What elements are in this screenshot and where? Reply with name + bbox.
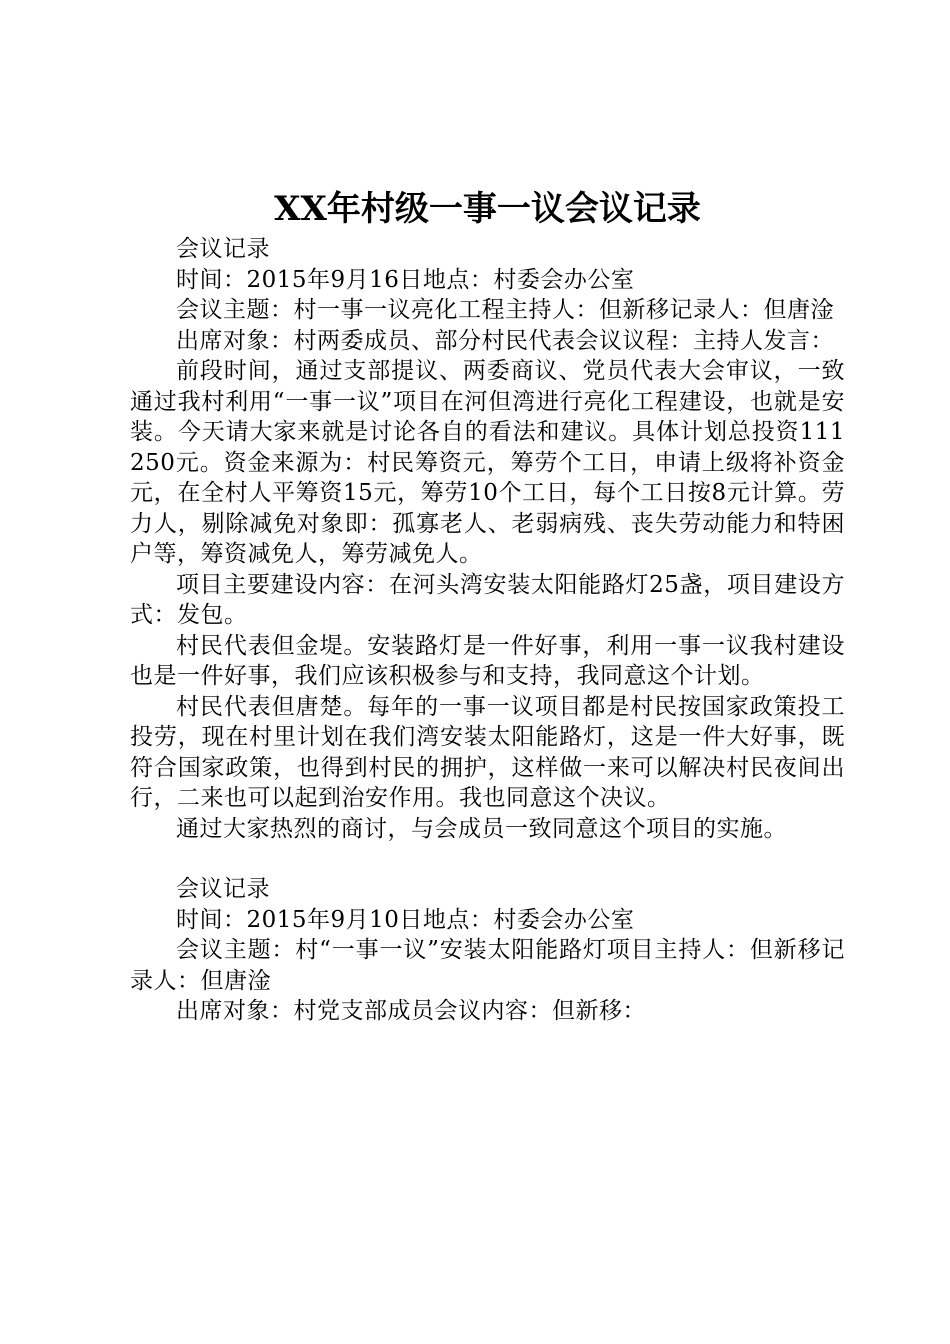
meeting-record-2: [130, 874, 845, 1027]
record-paragraph-3: 村民代表但金堤。安装路灯是一件好事，利用一事一议我村建设也是一件好事，我们应该积极参与和支持，我同意这个计划。: [130, 632, 845, 689]
record-paragraph-1: 前段时间，通过支部提议、两委商议、党员代表大会审议，一致通过我村利用“一事一议”项目在河但湾进行亮化工程建设，也就是安装。今天请大家来就是讨论各自的看法和建议。具体计划总投资111250元。资金来源为：村民筹资元，筹劳个工日，申请上级将补资金元，在全村人平筹资15元，筹劳10个工日，每个工日按8元计算。劳力人，剔除减免对象即：孤寡老人、老弱病残、丧失劳动能力和特困户等，筹资减免人，筹劳减免人。: [130, 358, 845, 567]
meeting-record-1: [130, 234, 845, 844]
record-paragraph-2: 项目主要建设内容：在河头湾安装太阳能路灯25盏，项目建设方式：发包。: [130, 571, 845, 628]
document-page: [130, 186, 845, 1027]
record-time-place: 时间：2015年9月16日地点：村委会办公室: [176, 266, 635, 293]
record-heading: 会议记录: [176, 876, 270, 902]
record-paragraph-5: 通过大家热烈的商讨，与会成员一致同意这个项目的实施。: [176, 815, 787, 842]
record-topic: 会议主题：村一事一议亮化工程主持人：但新移记录人：但唐淦: [176, 297, 834, 323]
document-title: XX年村级一事一议会议记录: [274, 189, 701, 229]
record-heading: 会议记录: [176, 236, 270, 262]
record-paragraph-4: 村民代表但唐楚。每年的一事一议项目都是村民按国家政策投工投劳，现在村里计划在我们湾安装太阳能路灯，这是一件大好事，既符合国家政策，也得到村民的拥护，这样做一来可以解决村民夜间出行，二来也可以起到治安作用。我也同意这个决议。: [130, 693, 845, 811]
record-topic: 会议主题：村“一事一议”安装太阳能路灯项目主持人：但新移记录人：但唐淦: [130, 937, 845, 994]
record-attendees: 出席对象：村党支部成员会议内容：但新移：: [176, 998, 646, 1024]
record-time-place: 时间：2015年9月10日地点：村委会办公室: [176, 906, 635, 933]
record-attendees: 出席对象：村两委成员、部分村民代表会议议程：主持人发言：: [176, 327, 834, 354]
section-spacer: [130, 844, 845, 874]
